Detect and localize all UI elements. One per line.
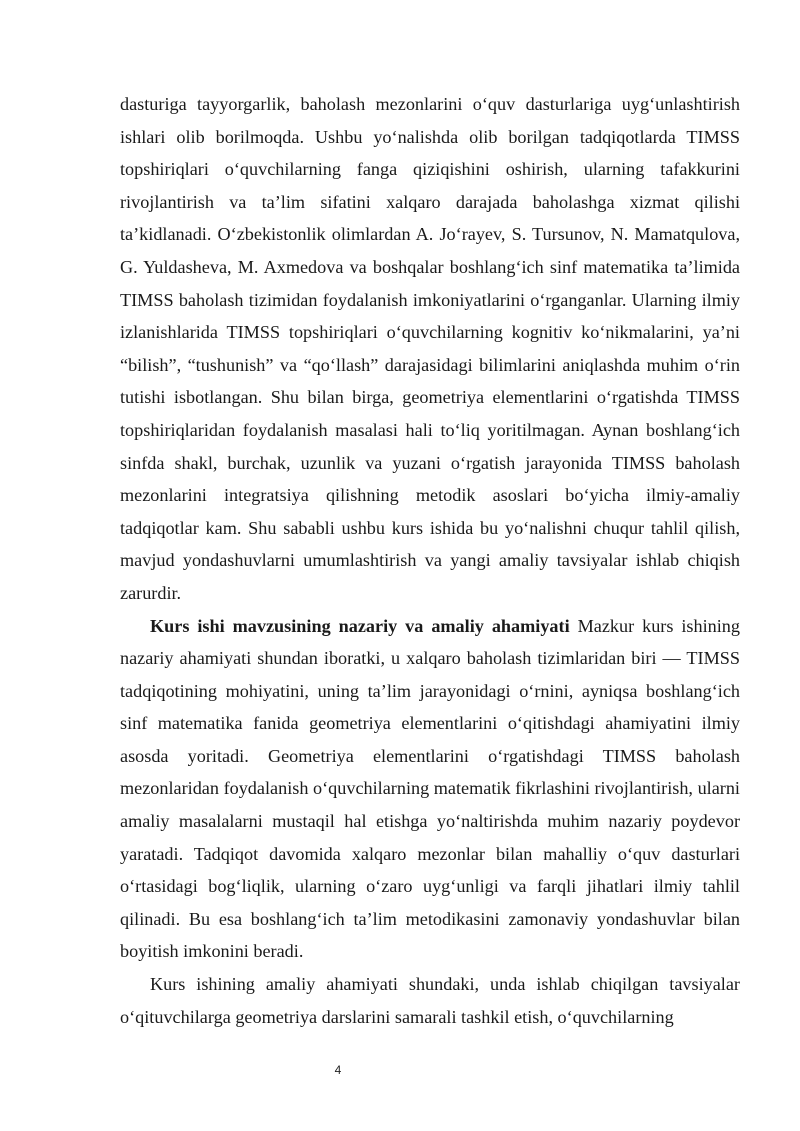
page-number: 4 — [334, 1063, 342, 1077]
section-heading-inline: Kurs ishi mavzusining nazariy va amaliy ahamiyati — [150, 615, 570, 636]
paragraph-practical: Kurs ishining amaliy ahamiyati shundaki, unda ishlab chiqilgan tavsiyalar o‘qituvchilarga geometriya darslarini samarali tashkil etish, o‘quvchilarning — [120, 974, 740, 1027]
paragraph-significance-text: Mazkur kurs ishining nazariy ahamiyati shundan iboratki, u xalqaro baholash tizimlaridan biri — TIMSS tadqiqotining mohiyatini, uning ta’lim jarayonidagi o‘rnini, ayniqsa boshlang‘ich sinf matematika fanida geometriya elementlarini o‘qitishdagi ahamiyatini ilmiy asosda yoritadi. Geometriya elementlarini o‘rgatishdagi TIMSS baholash mezonlaridan foydalanish o‘quvchilarning matematik fikrlashini rivojlantirish, ularni amaliy masalalarni mustaqil hal etishga yo‘naltirishda muhim nazariy poydevor yaratadi. Tadqiqot davomida xalqaro mezonlar bilan mahalliy o‘quv dasturlari o‘rtasidagi bog‘liqlik, ularning o‘zaro uyg‘unligi va farqli jihatlari ilmiy tahlil qilinadi. Bu esa boshlang‘ich ta’lim metodikasini zamonaviy yondashuvlar bilan boyitish imkonini beradi. — [120, 615, 740, 962]
paragraph-continuation: dasturiga tayyorgarlik, baholash mezonlarini o‘quv dasturlariga uyg‘unlashtirish ishlari olib borilmoqda. Ushbu yo‘nalishda olib borilgan tadqiqotlarda TIMSS topshiriqlari o‘quvchilarning fanga qiziqishini oshirish, ularning tafakkurini rivojlantirish va ta’lim sifatini xalqaro darajada baholashga xizmat qilishi ta’kidlanadi. O‘zbekistonlik olimlardan A. Jo‘rayev, S. Tursunov, N. Mamatqulova, G. Yuldasheva, M. Axmedova va boshqalar boshlang‘ich sinf matematika ta’limida TIMSS baholash tizimidan foydalanish imkoniyatlarini o‘rganganlar. Ularning ilmiy izlanishlarida TIMSS topshiriqlari o‘quvchilarning kognitiv ko‘nikmalarini, ya’ni “bilish”, “tushunish” va “qo‘llash” darajasidagi bilimlarini aniqlashda muhim o‘rin tutishi isbotlangan. Shu bilan birga, geometriya elementlarini o‘rgatishda TIMSS topshiriqlaridan foydalanish masalasi hali to‘liq yoritilmagan. Aynan boshlang‘ich sinfda shakl, burchak, uzunlik va yuzani o‘rgatish jarayonida TIMSS baholash mezonlarini integratsiya qilishning metodik asoslari bo‘yicha ilmiy-amaliy tadqiqotlar kam. Shu sababli ushbu kurs ishida bu yo‘nalishni chuqur tahlil qilish, mavjud yondashuvlarni umumlashtirish va yangi amaliy tavsiyalar ishlab chiqish zarurdir. — [120, 94, 740, 603]
body-text — [120, 88, 740, 1033]
paragraph-significance — [120, 610, 740, 969]
